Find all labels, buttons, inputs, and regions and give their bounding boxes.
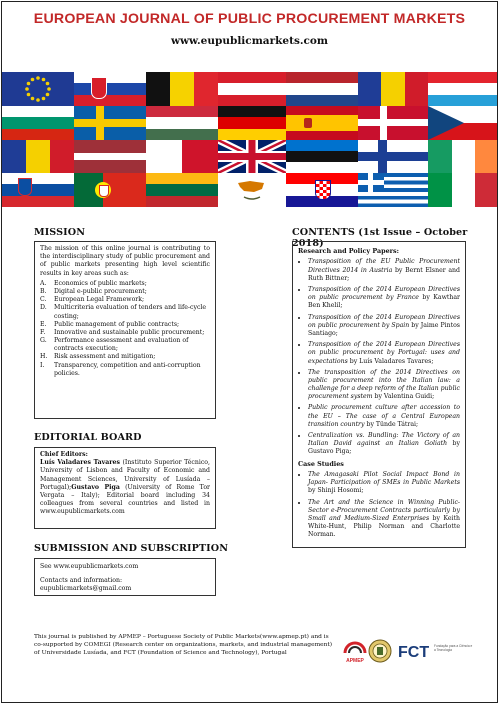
research-paper-item (308, 369, 460, 402)
case-study-item-authors: by Keith White-Hunt, Philip Norman and Charlotte Norman. (308, 514, 460, 539)
czech-flag (428, 106, 498, 140)
mission-area-item (40, 329, 210, 337)
mission-area-item (40, 280, 210, 288)
cyprus-flag (218, 173, 286, 207)
submission-title: SUBMISSION AND SUBSCRIPTION (34, 543, 229, 554)
case-study-item-title: The Amagasaki Pilot Social Impact Bond in Japan- Participation of SMEs in Public Markets (308, 471, 460, 487)
mission-area-text: European Legal Framework; (54, 296, 145, 304)
research-paper-item-title: Transposition of the 2014 European Directives on public procurement by Spain (308, 313, 460, 329)
contents-box (292, 241, 466, 548)
research-paper-item-title: Public procurement culture after accession to the EU – The case of a Central European transition country (308, 404, 460, 428)
research-paper-item-authors: by Jaime Pintos Santiago; (308, 321, 460, 337)
mission-area-letter: H. (40, 353, 48, 361)
mission-box (34, 241, 216, 419)
contents-title: CONTENTS (1st Issue – October 2018) (292, 227, 468, 249)
research-paper-item-title: Transposition of the 2014 European Directives on public procurement by France (308, 286, 460, 302)
research-papers-heading: Research and Policy Papers: (298, 247, 400, 255)
editor2-affiliation: (University of Rome Tor Vergata – Italy); (40, 483, 211, 499)
lithuania-flag (146, 173, 218, 207)
romania-flag (358, 72, 428, 106)
spain-flag (286, 106, 358, 140)
mission-area-text: Economics of public markets; (54, 279, 147, 287)
ireland-flag (428, 140, 498, 173)
fct-logo-text: FCT (398, 644, 430, 661)
mission-area-letter: I. (40, 361, 45, 369)
submission-contact[interactable]: Contacts and information: eupublicmarkets@gmail.com (40, 577, 132, 593)
research-paper-item-authors: by Tünde Tátrai; (364, 420, 419, 428)
greece-flag (358, 173, 428, 207)
journal-url[interactable]: www.eupublicmarkets.com (170, 35, 329, 47)
mission-intro: The mission of this online journal is contributing to the interdisciplinary study of public procurement and of public markets presenting high level scientific results in key areas such as: (40, 245, 210, 277)
portugal-flag (74, 173, 146, 207)
luxembourg-flag (428, 72, 498, 106)
research-paper-item-authors: by Valentina Guidi; (372, 393, 435, 401)
editorial-board-note: Editorial board including 34 colleagues from several countries and listed in www.eupublicmarkets.com (40, 491, 210, 516)
research-paper-item (308, 314, 460, 339)
apmep-logo-text: APMEP (346, 658, 364, 664)
hungary-flag (146, 106, 218, 140)
romania-flag-2 (2, 140, 74, 173)
mission-area-text: Multicriteria evaluation of tenders and life-cycle costing; (54, 304, 207, 320)
research-paper-item (308, 286, 460, 311)
netherlands-flag (286, 72, 358, 106)
research-paper-item (308, 404, 460, 429)
journal-flyer (1, 1, 498, 703)
case-study-item-authors: by Shinji Hosomi; (308, 487, 364, 495)
uk-flag (218, 140, 286, 173)
mission-title: MISSION (34, 227, 86, 238)
submission-website[interactable]: See www.eupublicmarkets.com (40, 563, 139, 570)
finland-flag (358, 140, 428, 173)
research-paper-item (308, 258, 460, 283)
editor1-affiliation: (Instituto Superior Técnico, University of Lisbon and Faculty of Economic and Management Sciences, University of Lusíada – Portugal); (40, 459, 210, 491)
mission-area-text: Digital e-public procurement; (54, 287, 147, 295)
case-study-item (308, 471, 460, 496)
research-paper-item (308, 341, 460, 366)
case-studies-heading: Case Studies (298, 459, 344, 468)
italy-flag (428, 173, 498, 207)
mission-area-item (40, 304, 210, 320)
mission-area-letter: B. (40, 287, 47, 295)
estonia-flag (286, 140, 358, 173)
research-paper-item-title: The transposition of the 2014 Directives on public procurement into the Italian law: a challenge for a deep reform of the Italian public procurement system (308, 368, 460, 401)
malta-flag (146, 140, 218, 173)
research-paper-item-title: Transposition of the EU Public Procurement Directives 2014 in Austria (308, 258, 460, 274)
editorial-board-box (34, 447, 216, 529)
journal-title: EUROPEAN JOURNAL OF PUBLIC PROCUREMENT MARKETS (33, 11, 466, 27)
mission-area-item (40, 288, 210, 296)
eu-flags-collage (2, 72, 498, 207)
germany-flag (218, 106, 286, 140)
slovenia-flag (2, 173, 74, 207)
mission-area-item (40, 362, 210, 378)
mission-area-letter: A. (40, 279, 47, 287)
mission-area-text: Public management of public contracts; (54, 320, 180, 328)
austria-flag (218, 72, 286, 106)
mission-area-item (40, 353, 210, 361)
mission-area-letter: G. (40, 337, 47, 345)
research-paper-item-authors: by Luís Valadares Tavares; (347, 357, 434, 365)
research-paper-item-authors: by Gustavo Piga; (308, 440, 460, 456)
publisher-note: This journal is published by APMEP – Portuguese Society of Public Markets(www.apmep.pt) and is co-supported by COMEGI (Research center on organizations, markets, and industrial management) of Universidade Lusíada, and FCT (Foundation of Science and Technology), Portugal (34, 634, 333, 656)
editorial-board-title: EDITORIAL BOARD (34, 432, 142, 443)
submission-box (34, 558, 216, 596)
case-study-item (308, 499, 460, 540)
mission-area-letter: C. (40, 296, 47, 304)
fct-logo (398, 642, 473, 662)
mission-area-list (40, 280, 210, 378)
research-paper-item-authors: by Kawthar Ben Khelil; (308, 294, 460, 310)
mission-area-text: Risk assessment and mitigation; (54, 353, 156, 361)
mission-area-letter: D. (40, 304, 47, 312)
editor2-name: Gustavo Piga (71, 483, 120, 491)
mission-area-text: Transparency, competition and anti-corruption policies. (54, 361, 201, 377)
mission-area-text: Innovative and sustainable public procurement; (54, 328, 205, 336)
mission-area-text: Performance assessment and evaluation of contracts execution; (54, 337, 189, 353)
eu-flag (2, 72, 74, 106)
research-paper-item (308, 432, 460, 457)
mission-area-letter: E. (40, 320, 47, 328)
slovakia-flag (74, 72, 146, 106)
lusiada-seal-logo (368, 639, 392, 663)
chief-editors-label: Chief Editors: (40, 451, 88, 458)
research-paper-item-title: Transposition of the 2014 European Directives on public procurement by Portugal: uses and expectations (308, 341, 460, 365)
croatia-flag (286, 173, 358, 207)
research-paper-item-title: Centralization vs. Bundling: The Victory of an Italian David against an Italian Goliath (308, 432, 460, 448)
fct-logo-subtitle: Fundação para a Ciência e a Tecnologia (434, 644, 473, 652)
case-studies-list (298, 471, 460, 540)
mission-area-letter: F. (40, 328, 46, 336)
mission-area-item (40, 337, 210, 353)
editor1-name: Luís Valadares Tavares (40, 459, 120, 467)
belgium-flag (146, 72, 218, 106)
denmark-flag (358, 106, 428, 140)
research-paper-item-authors: by Bernt Elsner and Ruth Bittner; (308, 266, 460, 282)
mission-area-item (40, 296, 210, 304)
sweden-flag (74, 106, 146, 140)
apmep-logo (339, 639, 371, 665)
case-study-item-title: The Art and the Science in Winning Public-Sector e-Procurement Contracts particularly by Small and Medium-Sized Enterprises (308, 498, 460, 522)
research-papers-list (298, 258, 460, 456)
latvia-flag (74, 140, 146, 173)
mission-area-item (40, 321, 210, 329)
bulgaria-flag (2, 106, 74, 140)
